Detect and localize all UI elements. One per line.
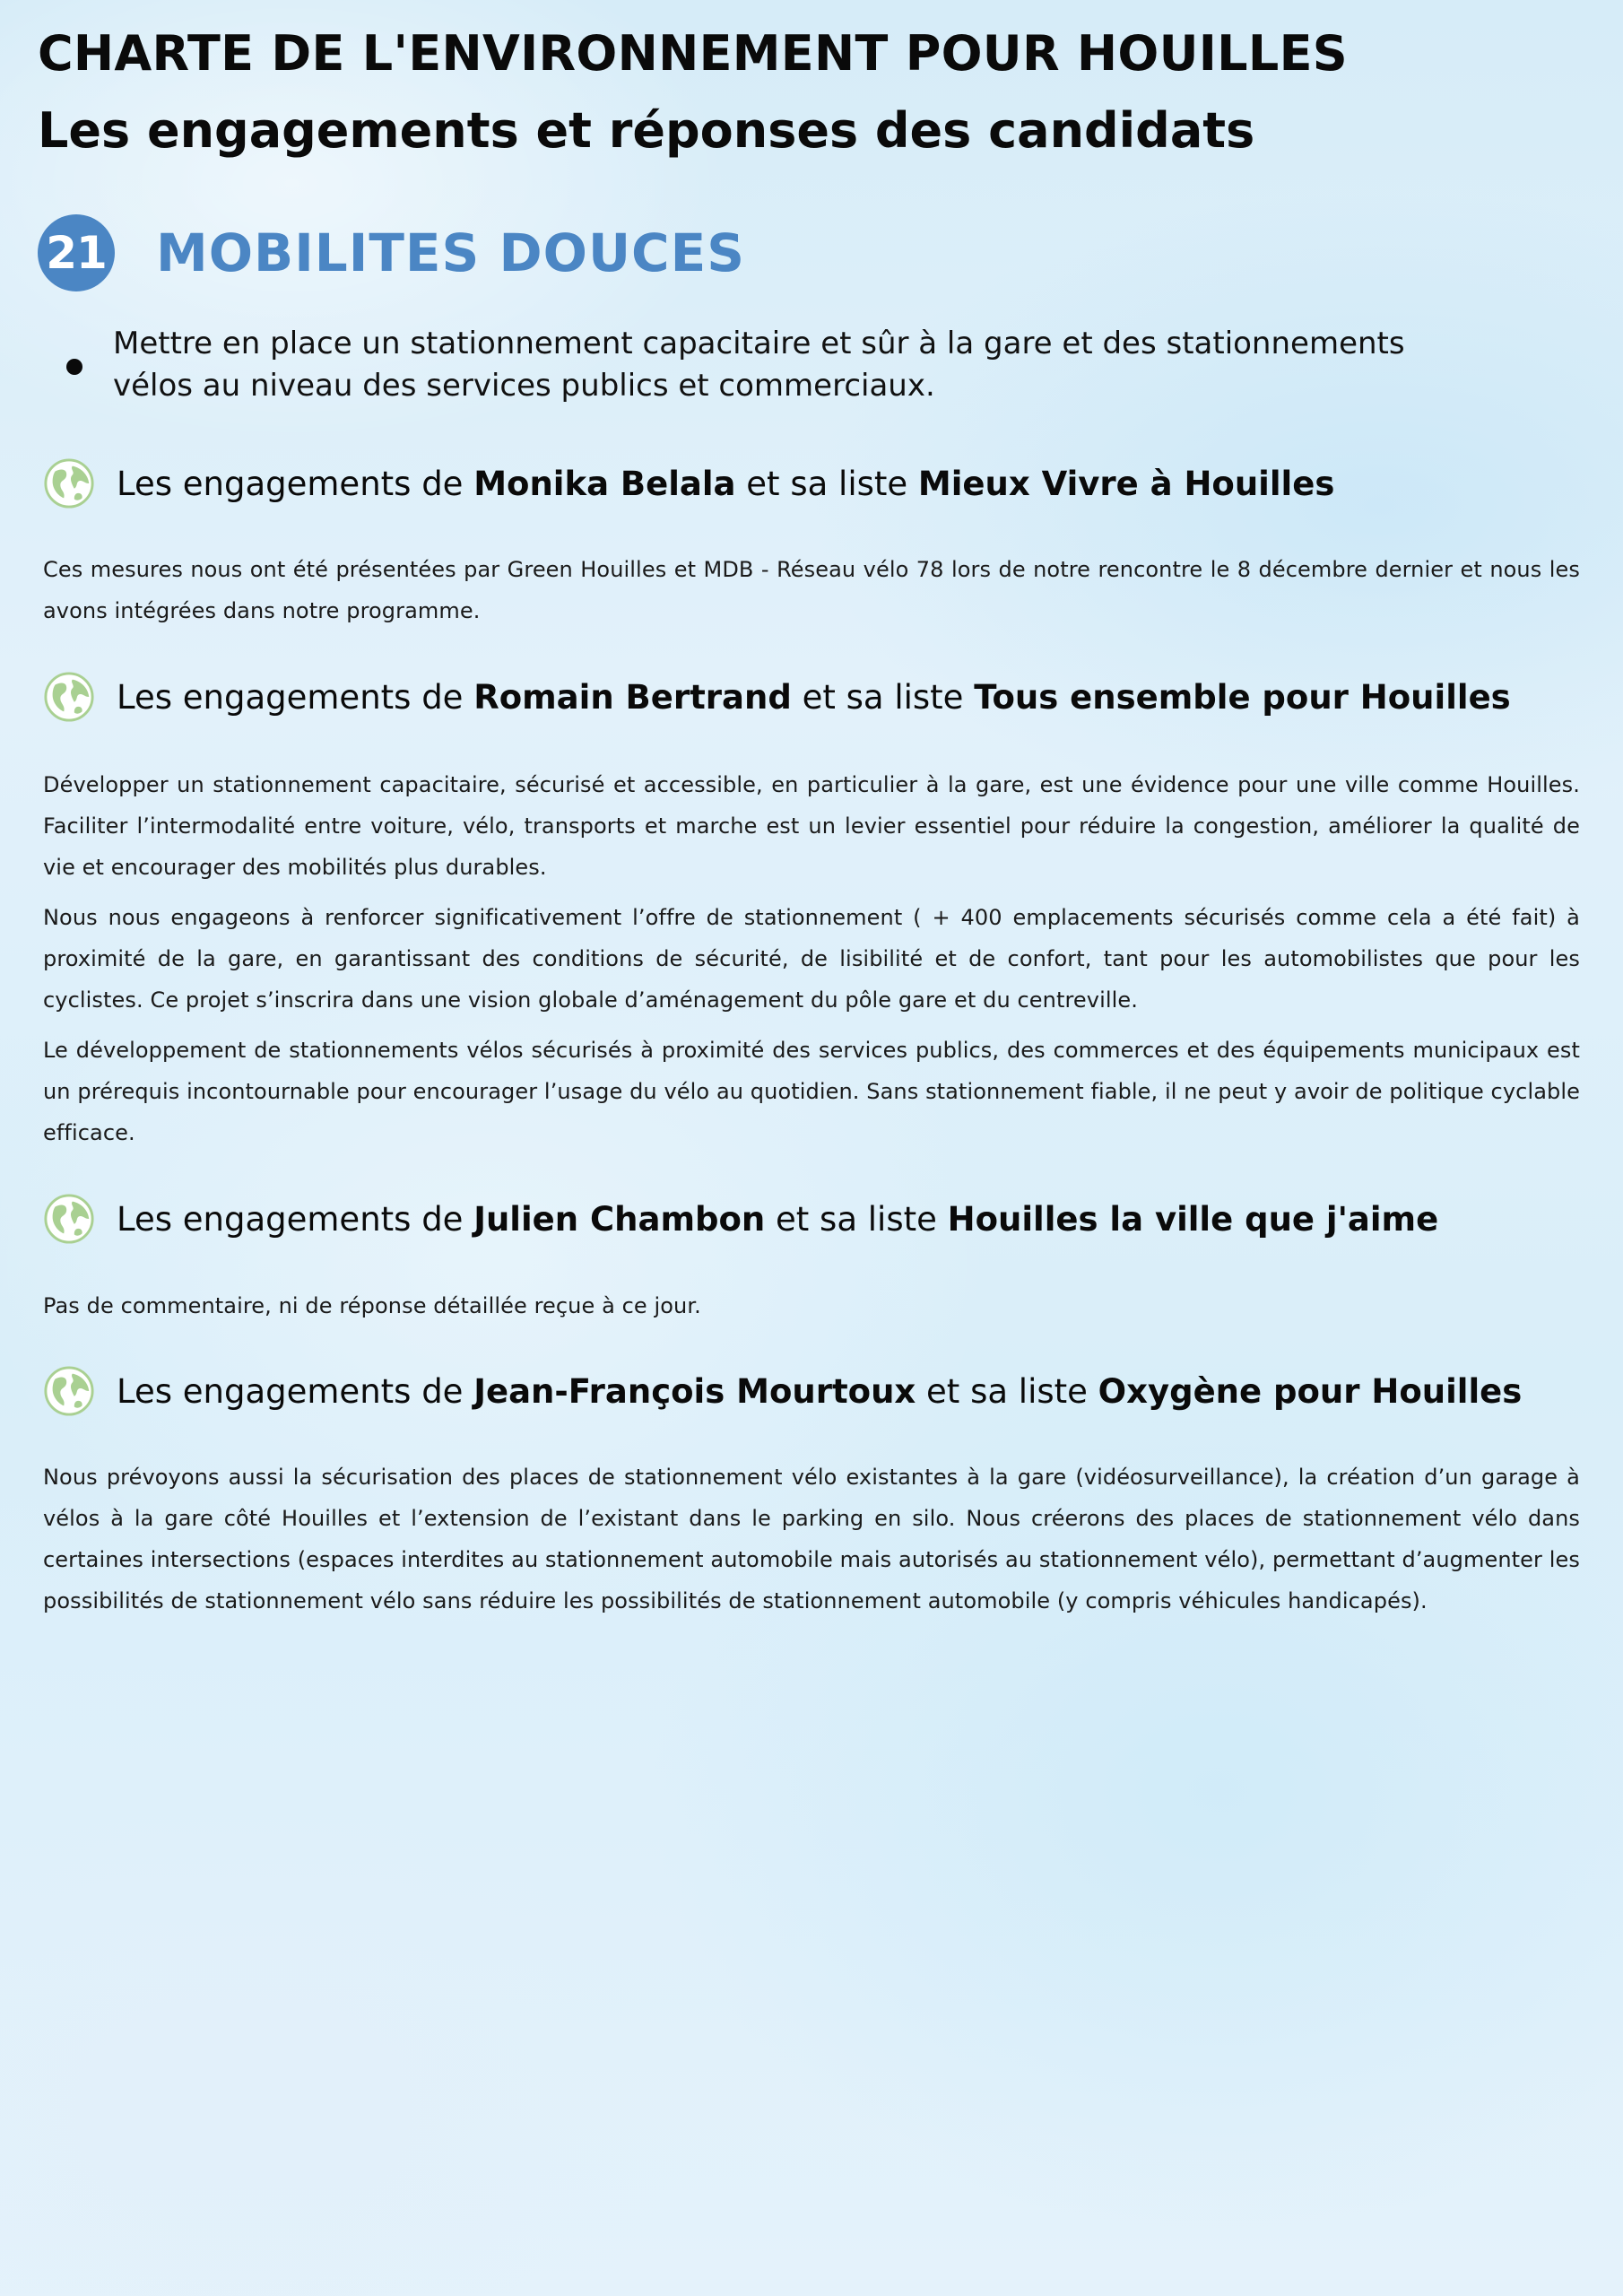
- candidate-answer-bertrand: [43, 764, 1580, 1162]
- candidate-header-bertrand: [43, 671, 1511, 723]
- answer-paragraph: Développer un stationnement capacitaire, sécurisé et accessible, en particulier à la gare, est une évidence pour une ville comme Houilles. Faciliter l’intermodalité entre voiture, vélo, transports et marche est un levier essentiel pour réduire la congestion, améliorer la qualité de vie et encourager des mobilités plus durables.: [43, 772, 1580, 880]
- candidate-name: Romain Bertrand: [473, 677, 792, 717]
- section-title: MOBILITES DOUCES: [156, 222, 746, 283]
- candidate-list-name: Tous ensemble pour Houilles: [974, 677, 1511, 717]
- answer-paragraph: Pas de commentaire, ni de réponse détaillée reçue à ce jour.: [43, 1293, 701, 1318]
- measure-text: Mettre en place un stationnement capacitaire et sûr à la gare et des stationnements vélos au niveau des services publics et commerciaux.: [113, 326, 1405, 404]
- globe-icon: [43, 457, 95, 509]
- candidate-name: Monika Belala: [473, 464, 736, 503]
- candidate-title: Les engagements de Julien Chambon et sa liste Houilles la ville que j'aime: [117, 1199, 1439, 1239]
- candidate-title: Les engagements de Romain Bertrand et sa liste Tous ensemble pour Houilles: [117, 677, 1511, 717]
- candidate-answer-chambon: [43, 1285, 1580, 1335]
- candidate-name: Jean-François Mourtoux: [473, 1371, 916, 1411]
- measure-bullet: [66, 323, 1429, 407]
- globe-icon: [43, 1193, 95, 1245]
- candidate-name: Julien Chambon: [473, 1199, 766, 1239]
- candidate-header-belala: [43, 457, 1334, 509]
- bullet-dot-icon: [66, 359, 82, 375]
- candidate-header-chambon: [43, 1193, 1438, 1245]
- candidate-answer-belala: [43, 549, 1580, 640]
- section-header: [38, 213, 745, 292]
- document-title: CHARTE DE L'ENVIRONNEMENT POUR HOUILLES: [38, 25, 1348, 82]
- document-subtitle: Les engagements et réponses des candidats: [38, 102, 1255, 159]
- answer-paragraph: Nous nous engageons à renforcer significativement l’offre de stationnement ( + 400 emplacements sécurisés comme cela a été fait) à proximité de la gare, en garantissant des conditions de sécurité, de lisibilité et de confort, tant pour les automobilistes que pour les cyclistes. Ce projet s’inscrira dans une vision globale d’aménagement du pôle gare et du centreville.: [43, 905, 1580, 1013]
- answer-paragraph: Le développement de stationnements vélos sécurisés à proximité des services publics, des commerces et des équipements municipaux est un prérequis incontournable pour encourager l’usage du vélo au quotidien. Sans stationnement fiable, il ne peut y avoir de politique cyclable efficace.: [43, 1038, 1580, 1145]
- answer-paragraph: Nous prévoyons aussi la sécurisation des places de stationnement vélo existantes à la gare (vidéosurveillance), la création d’un garage à vélos à la gare côté Houilles et l’extension de l’existant dans le parking en silo. Nous créerons des places de stationnement vélo dans certaines intersections (espaces interdites au stationnement automobile mais autorisés au stationnement vélo), permettant d’augmenter les possibilités de stationnement vélo sans réduire les possibilités de stationnement automobile (y compris véhicules handicapés).: [43, 1465, 1580, 1613]
- candidate-list-name: Mieux Vivre à Houilles: [917, 464, 1335, 503]
- globe-icon: [43, 671, 95, 723]
- candidate-list-name: Oxygène pour Houilles: [1098, 1371, 1523, 1411]
- candidate-list-name: Houilles la ville que j'aime: [947, 1199, 1439, 1239]
- globe-icon: [43, 1365, 95, 1417]
- candidate-answer-mourtoux: [43, 1457, 1580, 1631]
- candidate-title: Les engagements de Monika Belala et sa liste Mieux Vivre à Houilles: [117, 464, 1335, 503]
- candidate-title: Les engagements de Jean-François Mourtoux et sa liste Oxygène pour Houilles: [117, 1371, 1523, 1411]
- answer-paragraph: Ces mesures nous ont été présentées par Green Houilles et MDB - Réseau vélo 78 lors de notre rencontre le 8 décembre dernier et nous les avons intégrées dans notre programme.: [43, 557, 1580, 623]
- section-number-badge: 21: [38, 214, 115, 291]
- candidate-header-mourtoux: [43, 1365, 1522, 1417]
